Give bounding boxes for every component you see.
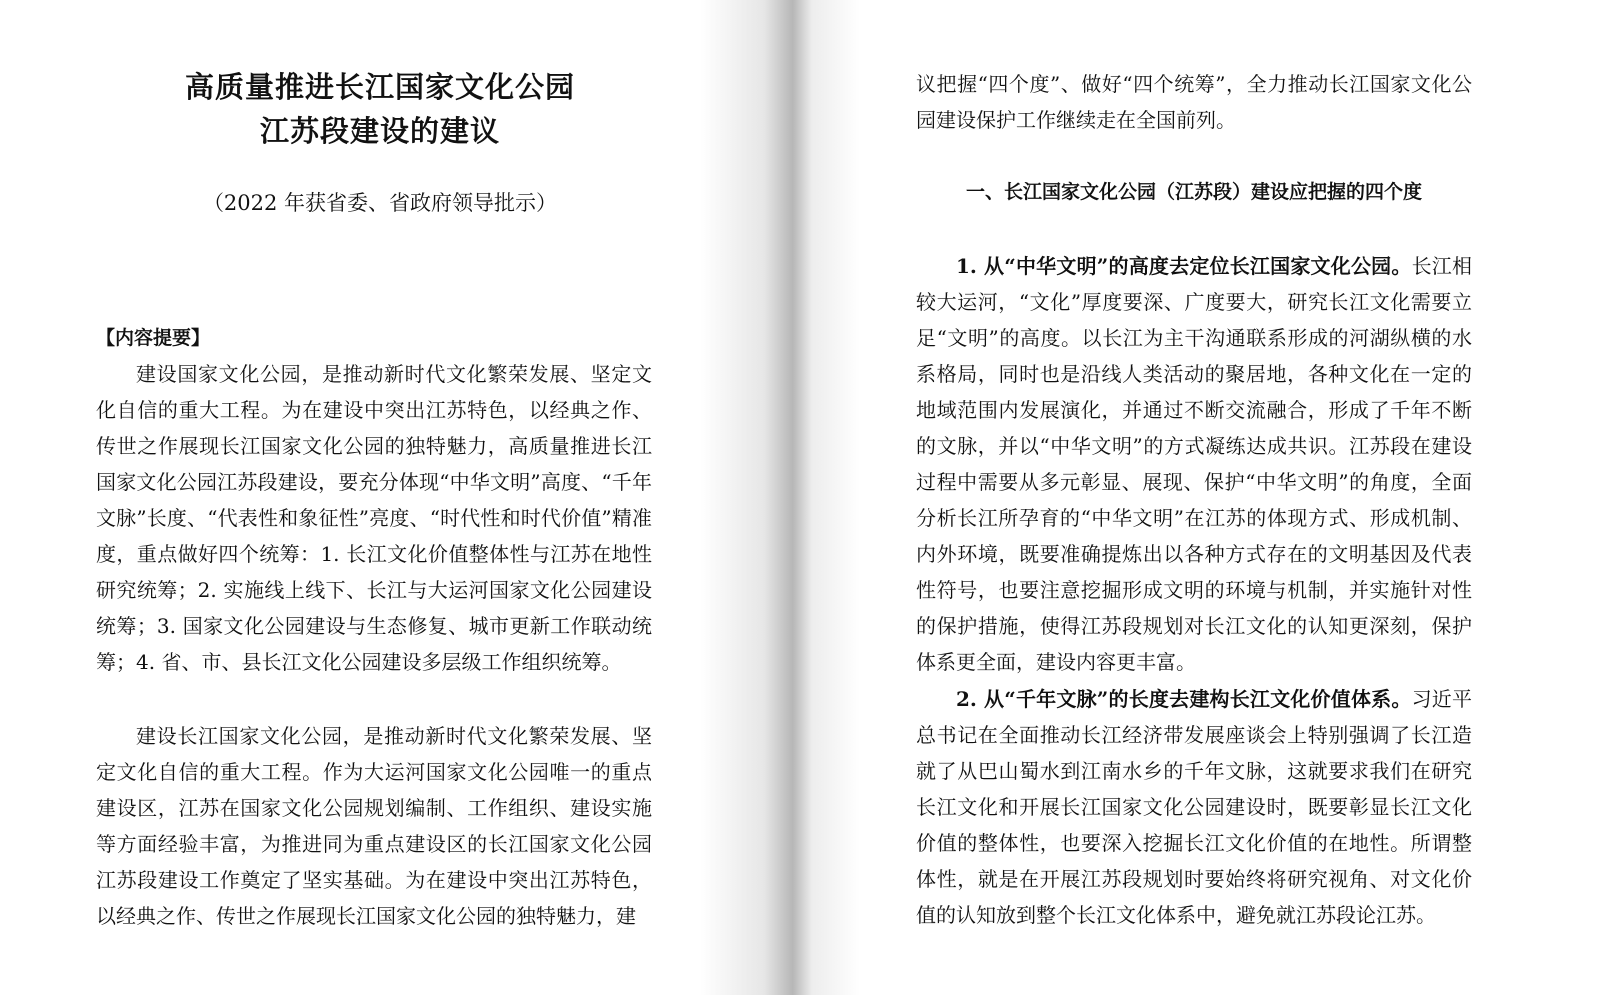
body-paragraph: 建设长江国家文化公园，是推动新时代文化繁荣发展、坚定文化自信的重大工程。作为大运河国家文化公园唯一的重点建设区，江苏在国家文化公园规划编制、工作组织、建设实施等方面经验丰富，为推进同为重点建设区的长江国家文化公园江苏段建设工作奠定了坚实基础。为在建设中突出江苏特色，以经典之作、传世之作展现长江国家文化公园的独特魅力，建 — [96, 724, 652, 928]
document-title-line-2: 江苏段建设的建议 — [259, 114, 500, 148]
section-heading: 一、长江国家文化公园（江苏段）建设应把握的四个度 — [965, 181, 1422, 203]
summary-label: 【内容提要】 — [96, 327, 211, 349]
point-1-text: 长江相较大运河，“文化”厚度要深、广度要大，研究长江文化需要立足“文明”的高度。以长江为主干沟通联系形成的河湖纵横的水系格局，同时也是沿线人类活动的聚居地，各种文化在一定的地域范围内发展演化，并通过不断交流融合，形成了千年不断的文脉，并以“中华文明”的方式凝练达成共识。江苏段在建设过程中需要从多元彰显、展现、保护“中华文明”的角度，全面分析长江所孕育的“中华文明”在江苏的体现方式、形成机制、内外环境，既要准确提炼出以各种方式存在的文明基因及代表性符号，也要注意挖掘形成文明的环境与机制，并实施针对性的保护措施，使得江苏段规划对长江文化的认知更深刻，保护体系更全面，建设内容更丰富。 — [916, 254, 1473, 674]
summary-paragraph: 建设国家文化公园，是推动新时代文化繁荣发展、坚定文化自信的重大工程。为在建设中突出江苏特色，以经典之作、传世之作展现长江国家文化公园的独特魅力，高质量推进长江国家文化公园江苏段建设，要充分体现“中华文明”高度、“千年文脉”长度、“代表性和象征性”亮度、“时代性和时代价值”精准度，重点做好四个统筹：1. 长江文化价值整体性与江苏在地性研究统筹；2. 实施线上线下、长江与大运河国家文化公园建设统筹；3. 国家文化公园建设与生态修复、城市更新工作联动统筹；4. 省、市、县长江文化公园建设多层级工作组织统筹。 — [96, 362, 652, 674]
point-2-paragraph — [916, 681, 1472, 933]
point-1-paragraph — [916, 248, 1472, 680]
document-title-line-1: 高质量推进长江国家文化公园 — [184, 70, 575, 104]
point-1-lead: 1. 从“中华文明”的高度去定位长江国家文化公园。 — [956, 254, 1412, 278]
point-2-text: 习近平总书记在全面推动长江经济带发展座谈会上特别强调了长江造就了从巴山蜀水到江南水乡的千年文脉，这就要求我们在研究长江文化和开展长江国家文化公园建设时，既要彰显长江文化价值的整体性，也要深入挖掘长江文化价值的在地性。所谓整体性，就是在开展江苏段规划时要始终将研究视角、对文化价值的认知放到整个长江文化体系中，避免就江苏段论江苏。 — [916, 687, 1473, 927]
left-page — [0, 0, 760, 995]
continued-paragraph: 议把握“四个度”、做好“四个统筹”，全力推动长江国家文化公园建设保护工作继续走在全国前列。 — [916, 72, 1472, 132]
book-gutter-shadow — [700, 0, 860, 995]
document-subtitle: （2022 年获省委、省政府领导批示） — [202, 191, 558, 215]
point-2-lead: 2. 从“千年文脉”的长度去建构长江文化价值体系。 — [956, 687, 1412, 711]
